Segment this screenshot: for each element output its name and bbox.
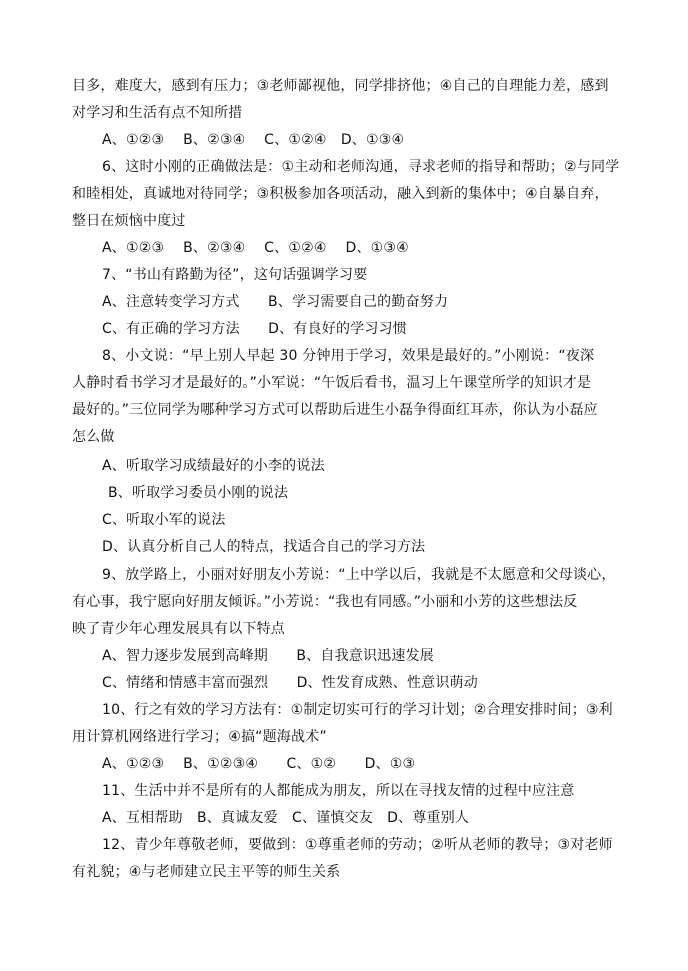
q11-stem: 11、生活中并不是所有的人都能成为朋友，所以在寻找友情的过程中应注意: [102, 783, 575, 799]
q8-option-d: D、认真分析自己人的特点，找适合自己的学习方法: [102, 539, 426, 555]
q8-stem-line-1: 8、小文说：“早上别人早起 30 分钟用于学习，效果是最好的。”小刚说：“夜深: [102, 348, 595, 364]
q8-option-b: B、听取学习委员小刚的说法: [108, 485, 289, 501]
q12-stem-line-1: 12、青少年尊敬老师，要做到：①尊重老师的劳动；②听从老师的教导；③对老师: [102, 837, 613, 853]
q9-stem-line-2: 有心事，我宁愿向好朋友倾诉。”小芳说：“我也有同感。”小丽和小芳的这些想法反: [72, 594, 578, 610]
q11-options: A、互相帮助 B、真诚友爱 C、谨慎交友 D、尊重别人: [102, 810, 470, 826]
q9-options-ab: A、智力逐步发展到高峰期 B、自我意识迅速发展: [102, 648, 434, 664]
q10-stem-line-1: 10、行之有效的学习方法有：①制定切实可行的学习计划；②合理安排时间；③利: [102, 702, 613, 718]
q6-stem-line-3: 整日在烦恼中度过: [72, 213, 186, 229]
q9-stem-line-3: 映了青少年心理发展具有以下特点: [72, 621, 285, 637]
q8-option-c: C、听取小军的说法: [102, 512, 226, 528]
q6-options: A、①②③ B、②③④ C、①②④ D、①③④: [102, 240, 409, 256]
q7-stem: 7、“书山有路勤为径”，这句话强调学习要: [102, 267, 368, 283]
q5-options: A、①②③ B、②③④ C、①②④ D、①③④: [102, 132, 405, 148]
q8-stem-line-2: 人静时看书学习才是最好的。”小军说：“午饭后看书，温习上午课堂所学的知识才是: [72, 375, 592, 391]
q8-option-a: A、听取学习成绩最好的小李的说法: [102, 458, 325, 474]
text-line-2: 对学习和生活有点不知所措: [72, 105, 243, 121]
q7-options-ab: A、注意转变学习方式 B、学习需要自己的勤奋努力: [102, 294, 449, 310]
q8-stem-line-4: 怎么做: [72, 429, 115, 445]
q9-options-cd: C、情绪和情感丰富而强烈 D、性发育成熟、性意识萌动: [102, 675, 478, 691]
q10-stem-line-2: 用计算机网络进行学习；④搞“题海战术”: [72, 729, 327, 745]
q7-options-cd: C、有正确的学习方法 D、有良好的学习习惯: [102, 321, 407, 337]
q12-stem-line-2: 有礼貌；④与老师建立民主平等的师生关系: [72, 864, 341, 880]
q10-options: A、①②③ B、①②③④ C、①② D、①③: [102, 756, 416, 772]
q8-stem-line-3: 最好的。”三位同学为哪种学习方式可以帮助后进生小磊争得面红耳赤，你认为小磊应: [72, 402, 598, 418]
q6-stem-line-1: 6、这时小刚的正确做法是：①主动和老师沟通，寻求老师的指导和帮助；②与同学: [102, 159, 620, 175]
text-line-1: 目多，难度大，感到有压力；③老师鄙视他，同学排挤他；④自己的自理能力差，感到: [72, 78, 609, 94]
q6-stem-line-2: 和睦相处，真诚地对待同学；③积极参加各项活动，融入到新的集体中；④自暴自弃，: [72, 186, 609, 202]
q9-stem-line-1: 9、放学路上，小丽对好朋友小芳说：“上中学以后，我就是不太愿意和父母谈心，: [102, 567, 616, 583]
